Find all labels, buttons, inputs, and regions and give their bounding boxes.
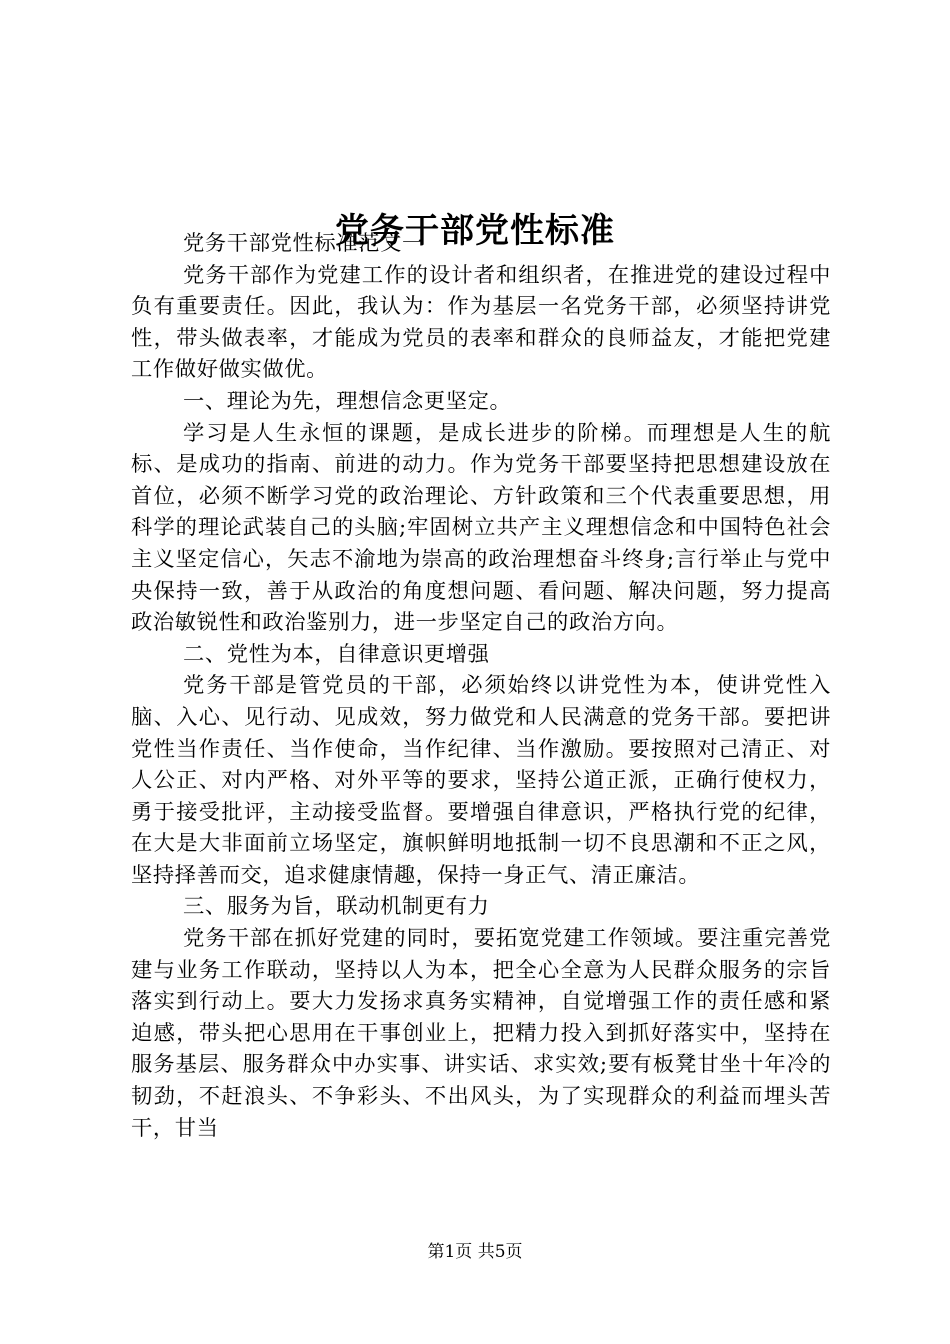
page-footer: 第1页 共5页 — [427, 1242, 523, 1262]
paragraph-intro: 党务干部作为党建工作的设计者和组织者，在推进党的建设过程中负有重要责任。因此，我认为：作为基层一名党务干部，必须坚持讲党性，带头做表率，才能成为党员的表率和群众的良师益友，才能把党建工作做好做实做优。 — [131, 262, 831, 383]
section-heading-1: 一、理论为先，理想信念更坚定。 — [183, 388, 512, 414]
paragraph-section-2: 党务干部是管党员的干部，必须始终以讲党性为本，使讲党性入脑、入心、见行动、见成效，努力做党和人民满意的党务干部。要把讲党性当作责任、当作使命，当作纪律、当作激励。要按照对己清正、对人公正、对内严格、对外平等的要求，坚持公道正派，正确行使权力，勇于接受批评，主动接受监督。要增强自律意识，严格执行党的纪律，在大是大非面前立场坚定，旗帜鲜明地抵制一切不良思潮和不正之风，坚持择善而交，追求健康情趣，保持一身正气、清正廉洁。 — [131, 673, 831, 888]
paragraph-subtitle: 党务干部党性标准范文一 — [183, 231, 424, 256]
section-heading-2: 二、党性为本，自律意识更增强 — [183, 641, 490, 667]
document-body — [131, 228, 831, 1144]
section-heading-3: 三、服务为旨，联动机制更有力 — [183, 894, 490, 920]
document-title: 党务干部党性标准 — [335, 210, 615, 251]
paragraph-section-1: 学习是人生永恒的课题，是成长进步的阶梯。而理想是人生的航标、是成功的指南、前进的动力。作为党务干部要坚持把思想建设放在首位，必须不断学习党的政治理论、方针政策和三个代表重要思想，用科学的理论武装自己的头脑;牢固树立共产主义理想信念和中国特色社会主义坚定信心，矢志不渝地为崇高的政治理想奋斗终身;言行举止与党中央保持一致，善于从政治的角度想问题、看问题、解决问题，努力提高政治敏锐性和政治鉴别力，进一步坚定自己的政治方向。 — [131, 420, 831, 636]
paragraph-section-3: 党务干部在抓好党建的同时，要拓宽党建工作领域。要注重完善党建与业务工作联动，坚持以人为本，把全心全意为人民群众服务的宗旨落实到行动上。要大力发扬求真务实精神，自觉增强工作的责任感和紧迫感，带头把心思用在干事创业上，把精力投入到抓好落实中，坚持在服务基层、服务群众中办实事、讲实话、求实效;要有板凳甘坐十年冷的韧劲，不赶浪头、不争彩头、不出风头，为了实现群众的利益而埋头苦干，甘当 — [131, 926, 831, 1141]
